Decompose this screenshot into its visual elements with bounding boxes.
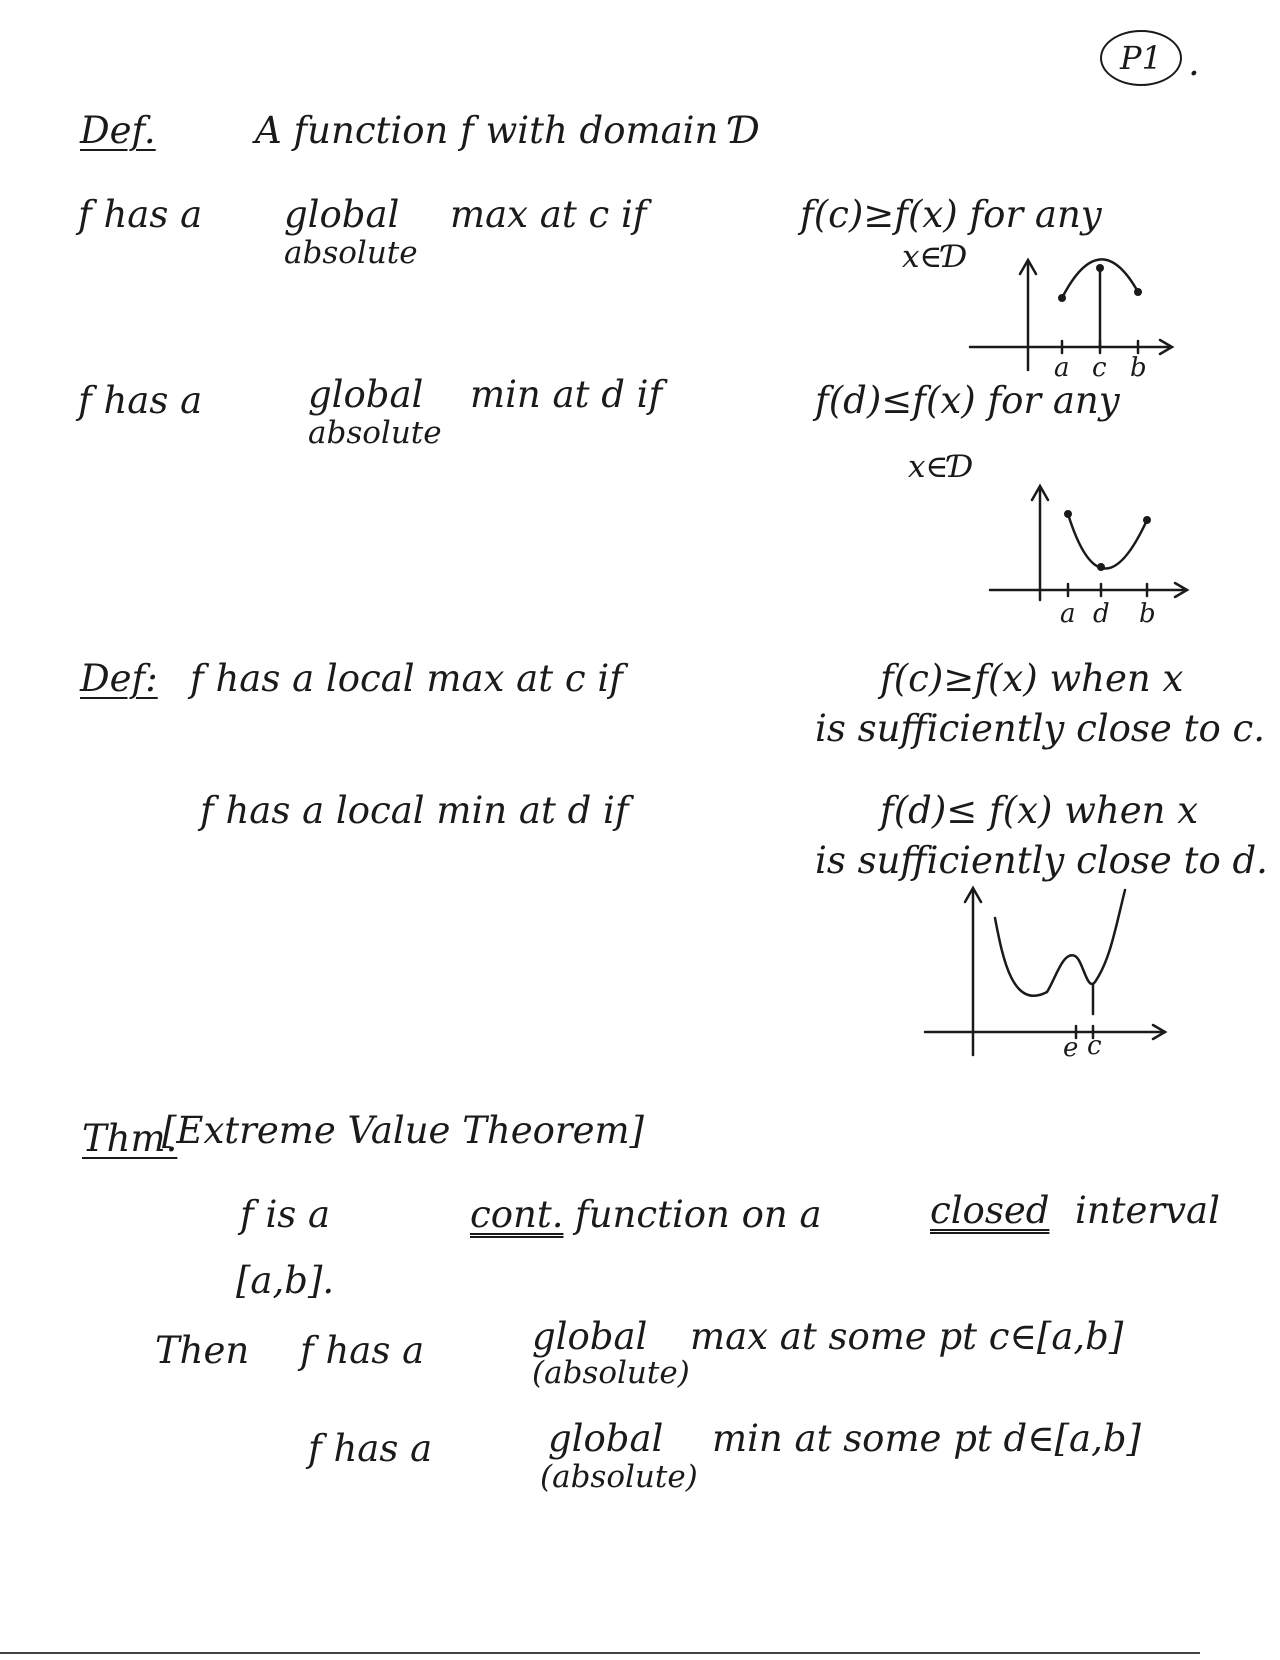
thm-conclusion-max-end: max at some pt c∈[a,b] bbox=[690, 1315, 1124, 1358]
local-min-condition: f(d)≤ f(x) when x bbox=[880, 789, 1199, 832]
global-max-condition: f(c)≥f(x) for any bbox=[800, 193, 1102, 236]
min-graph-label-a: a bbox=[1060, 599, 1076, 629]
thm-conclusion-min-end: min at some pt d∈[a,b] bbox=[712, 1417, 1141, 1460]
global-max-graph bbox=[960, 250, 1180, 383]
max-graph-label-b: b bbox=[1130, 353, 1147, 383]
thm-conclusion-max-start: f has a bbox=[300, 1329, 425, 1372]
max-graph-label-c: c bbox=[1092, 353, 1107, 383]
max-graph-peak-point bbox=[1096, 264, 1104, 272]
thm-name: [Extreme Value Theorem] bbox=[162, 1109, 644, 1152]
local-graph-label-c: c bbox=[1087, 1031, 1102, 1061]
thm-hypothesis-middle: function on a bbox=[575, 1193, 822, 1236]
min-graph-right-endpoint bbox=[1143, 516, 1151, 524]
max-graph-left-endpoint bbox=[1058, 294, 1066, 302]
thm-conclusion-min-word: global bbox=[548, 1417, 664, 1460]
local-max-line: f has a local max at c if bbox=[190, 657, 623, 700]
global-max-prefix: f has a bbox=[78, 193, 203, 236]
local-min-line: f has a local min at d if bbox=[200, 789, 629, 832]
global-min-alt: absolute bbox=[308, 415, 442, 451]
page-label: P1 bbox=[1120, 39, 1162, 77]
local-graph-curve bbox=[995, 890, 1125, 996]
global-max-rest: max at c if bbox=[450, 193, 647, 236]
thm-hypothesis-start: f is a bbox=[240, 1193, 331, 1236]
thm-conclusion-max-word: global bbox=[532, 1315, 648, 1358]
local-min-continuation: is sufficiently close to d. bbox=[815, 839, 1268, 882]
local-extrema-graph bbox=[915, 880, 1175, 1063]
global-min-graph bbox=[985, 480, 1195, 630]
thm-conclusion-min-start: f has a bbox=[308, 1427, 433, 1470]
global-min-rest: min at d if bbox=[470, 373, 663, 416]
global-min-condition: f(d)≤f(x) for any bbox=[815, 379, 1120, 422]
global-max-alt: absolute bbox=[284, 235, 418, 271]
global-min-prefix: f has a bbox=[78, 379, 203, 422]
page-label-badge bbox=[1100, 30, 1182, 86]
def2-label: Def: bbox=[80, 657, 158, 700]
global-min-word: global bbox=[308, 373, 424, 416]
local-max-continuation: is sufficiently close to c. bbox=[815, 707, 1265, 750]
thm-interval: [a,b]. bbox=[236, 1259, 335, 1302]
thm-closed-word: closed bbox=[930, 1189, 1050, 1232]
min-graph-left-endpoint bbox=[1064, 510, 1072, 518]
def1-label: Def. bbox=[80, 109, 156, 152]
def1-intro: A function f with domain Ɗ bbox=[255, 109, 760, 152]
max-graph-right-endpoint bbox=[1134, 288, 1142, 296]
thm-conclusion-max-alt: (absolute) bbox=[532, 1355, 690, 1391]
global-min-domain: x∈Ɗ bbox=[908, 449, 974, 485]
thm-label: Thm. bbox=[82, 1117, 178, 1160]
max-graph-label-a: a bbox=[1054, 353, 1070, 383]
bottom-scan-edge bbox=[0, 1652, 1200, 1654]
min-graph-label-b: b bbox=[1139, 599, 1156, 629]
thm-cont-word: cont. bbox=[470, 1193, 564, 1236]
local-graph-label-e: e bbox=[1063, 1033, 1079, 1063]
page-label-dot: . bbox=[1188, 41, 1200, 84]
thm-then-label: Then bbox=[155, 1329, 250, 1372]
thm-hypothesis-end: interval bbox=[1075, 1189, 1220, 1232]
thm-conclusion-min-alt: (absolute) bbox=[540, 1459, 698, 1495]
min-graph-valley-point bbox=[1097, 563, 1105, 571]
min-graph-curve bbox=[1068, 514, 1147, 569]
global-max-word: global bbox=[284, 193, 400, 236]
global-max-domain: x∈Ɗ bbox=[902, 239, 968, 275]
local-max-condition: f(c)≥f(x) when x bbox=[880, 657, 1184, 700]
min-graph-label-d: d bbox=[1093, 599, 1110, 629]
